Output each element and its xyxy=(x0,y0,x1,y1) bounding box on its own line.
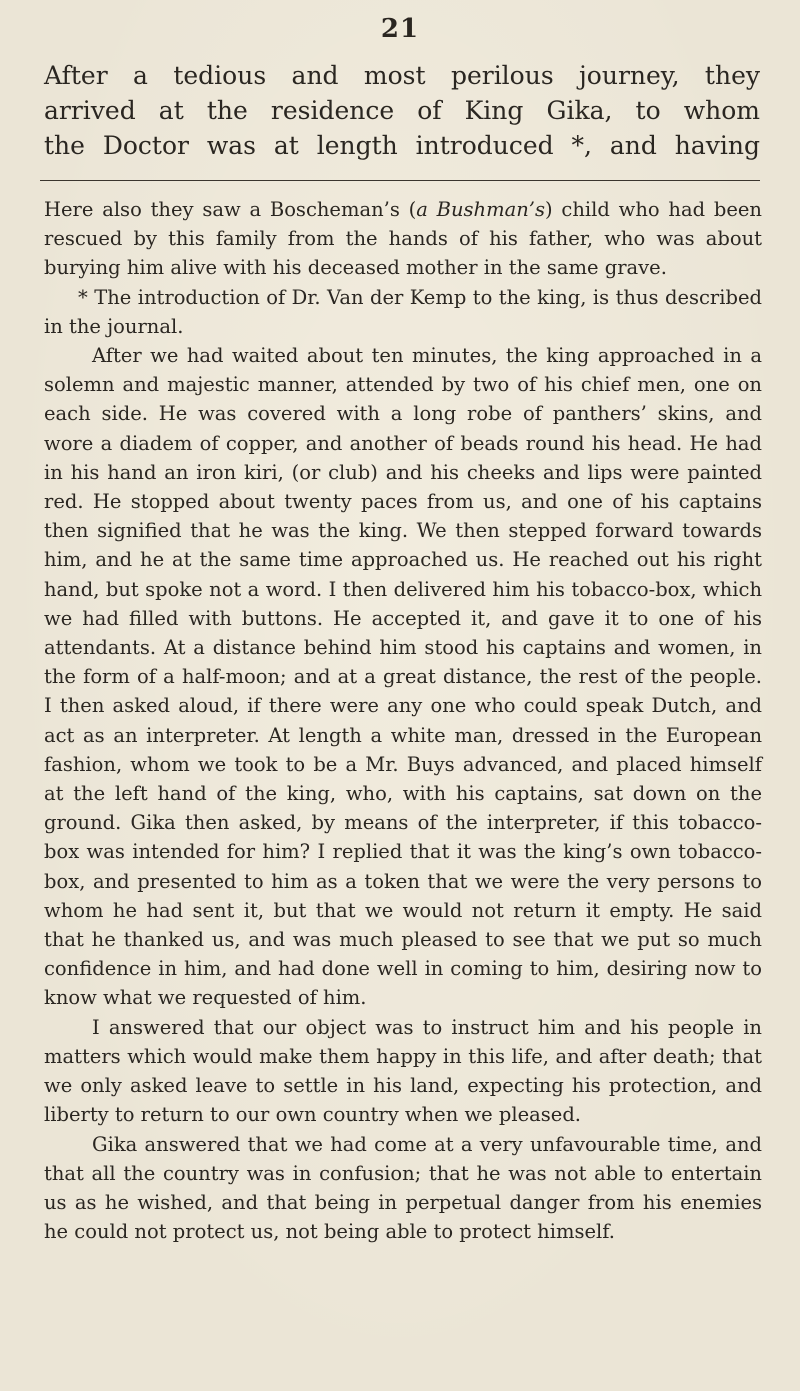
main-line-3: the Doctor was at length introduced *, and having xyxy=(44,131,760,160)
footnote-divider xyxy=(40,180,760,181)
footnote-text: ) child who had been rescued by this family from the hands of his father, who was about burying him alive with his deceased mother in the same grave. xyxy=(44,198,762,280)
footnote-paragraph-answer: I answered that our object was to instruct him and his people in matters which would make them happy in this life, and after death; that we only asked leave to settle in his land, expecting his protection, and liberty to return to our own country when we pleased. xyxy=(44,1015,762,1127)
footnote-paragraph-gika: Gika answered that we had come at a very unfavourable time, and that all the country was in confusion; that he was not able to entertain us as he wished, and that being in perpetual danger from his enemies he could not protect us, not being able to protect himself. xyxy=(44,1132,762,1244)
footnote-paragraph-intro: * The introduction of Dr. Van der Kemp to the king, is thus described in the journal. xyxy=(44,285,762,338)
main-line-1: After a tedious and most perilous journey, they xyxy=(44,61,760,90)
footnote-block xyxy=(44,195,762,1246)
main-line-2: arrived at the residence of King Gika, to whom xyxy=(44,96,760,125)
footnote-paragraph-continued xyxy=(44,195,762,283)
main-paragraph xyxy=(44,58,760,163)
footnote-italic-text: a Bushman’s xyxy=(416,198,546,221)
footnote-paragraph-journal: After we had waited about ten minutes, the king approached in a solemn and majestic manner, attended by two of his chief men, one on each side. He was covered with a long robe of panthers’ skins, and wore a diadem of copper, and another of beads round his head. He had in his hand an iron kiri, (or club) and his cheeks and lips were painted red. He stopped about twenty paces from us, and one of his captains then signified that he was the king. We then stepped forward towards him, and he at the same time approached us. He reached out his right hand, but spoke not a word. I then delivered him his tobacco-box, which we had filled with buttons. He accepted it, and gave it to one of his attendants. At a distance behind him stood his captains and women, in the form of a half-moon; and at a great distance, the rest of the people. I then asked aloud, if there were any one who could speak Dutch, and act as an interpreter. At length a white man, dressed in the European fashion, whom we took to be a Mr. Buys advanced, and placed himself at the left hand of the king, who, with his captains, sat down on the ground. Gika then asked, by means of the interpreter, if this tobacco-box was intended for him? I replied that it was the king’s own tobacco-box, and presented to him as a token that we were the very persons to whom he had sent it, but that we would not return it empty. He said that he thanked us, and was much pleased to see that we put so much confidence in him, and had done well in coming to him, desiring now to know what we requested of him. xyxy=(44,344,762,1010)
page-number: 21 xyxy=(380,14,420,44)
footnote-text: Here also they saw a Boscheman’s ( xyxy=(44,198,417,221)
